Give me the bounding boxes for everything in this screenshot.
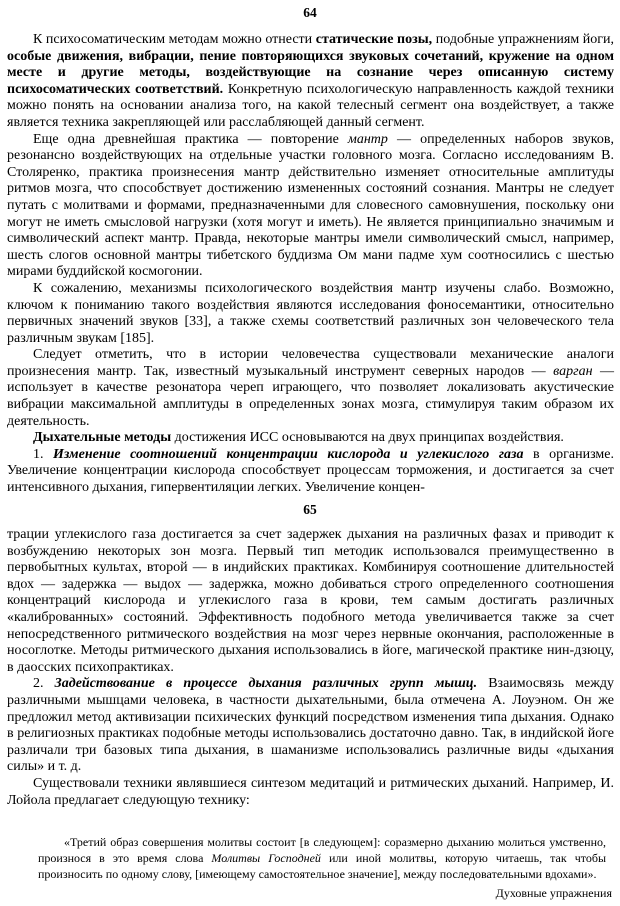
quote-paragraph — [38, 834, 606, 882]
paragraph-mechanical-analogues — [7, 347, 614, 430]
bold-italic-run: Задействование в процессе дыхания различных групп мышц. — [54, 676, 478, 692]
text-run: в организме. Увеличение концентрации кислорода способствует процессам торможения, и достигается за счет интенсивного дыхания, гипервентиляции легких. Увеличение концен- — [7, 446, 615, 496]
text-run: «Третий образ совершения молитвы состоит [в следующем]: соразмерно дыханию молиться умственно, произнося в это время слова — [38, 835, 606, 865]
text-run: Взаимосвязь между различными мышцами человека, в частности дыхательными, была отмечена А. Лоуэном. Он же предложил метод активизации психических функций посредством изменения типа дыхания. Однако в религиозных практиках подобные методы использовались достаточно давно. Так, в индийской йоге различали три базовых типа дыхания, в шаманизме использовались различные виды «дыхания силы» и т. д. — [7, 676, 614, 775]
text-run: К психосоматическим методам можно отнести — [33, 32, 316, 47]
page-number-64: 64 — [303, 5, 317, 20]
text-run: достижения ИСС основываются на двух принципах воздействия. — [171, 430, 564, 446]
bold-run: Дыхательные методы — [33, 430, 172, 446]
page-number-65: 65 — [303, 502, 317, 517]
text-run: Следует отметить, что в истории человечества существовали механические аналоги произнесения мантр. Так, известный музыкальный инструмент северных народов — — [7, 347, 614, 379]
italic-run: Молитвы Господней — [211, 851, 321, 865]
paragraph-mantras — [7, 132, 614, 281]
bold-run: статические позы, — [315, 32, 433, 47]
italic-run: варган — [553, 363, 593, 379]
text-run: Еще одна древнейшая практика — повторение — [33, 131, 348, 147]
footer-source-title: Духовные упражнения — [495, 886, 612, 900]
text-run: 1. — [33, 446, 54, 462]
bold-run: особые движения, вибрации, пение повторяющихся звуковых сочетаний, кружение на одном месте и другие методы, воздействующие на сознание через описанную систему психосоматических соответствий. — [7, 48, 614, 97]
page-64-text — [7, 32, 614, 497]
italic-run: мантр — [347, 131, 388, 147]
text-run: подобные упражнениям йоги, — [432, 32, 614, 47]
paragraph-principle-one — [7, 447, 614, 497]
text-run: Конкретную психологическую направленность каждой техники можно понять на основании анализа того, на какой телесный сегмент она воздействует, а также является техника закрепляющей или расслабляющей данный сегмент. — [7, 81, 614, 130]
paragraph-mantra-mechanisms: К сожалению, механизмы психологического воздействия мантр изучены слабо. Возможно, ключом к пониманию такого воздействия являются исследования фоносемантики, относительно первичных значений звуков [33], а также схемы соответствий различных зон человеческого тела различным звукам [185]. — [7, 280, 614, 346]
page-65-text — [7, 527, 614, 809]
text-run: — определенных наборов звуков, резонансно воздействующих на отдельные участки головного мозга. Согласно исследованиям В. Столяренко, практика произнесения мантр действительно изменяет относительные амплитуды ритмов мозга, что способствует достижению измененных состояний сознания. Мантры не следует путать с молитвами и формами, предназначенными для словесного самовнушения, поскольку они могут не иметь смысловой нагрузки (хотя могут и иметь). Не является принципиально значимым и символический аспект мантр. Правда, некоторые мантры имели символический смысл, например, шесть слогов основной мантры тибетского буддизма Ом мани падме хум соотносились с шестью мирами буддийской космогонии. — [7, 131, 614, 280]
paragraph-principle-two — [7, 676, 614, 776]
paragraph-breathing-methods — [7, 430, 614, 447]
paragraph-loyola-technique: Существовали техники являвшиеся синтезом медитаций и ритмических дыханий. Например, И. Лойола предлагает следующую технику: — [7, 775, 614, 808]
paragraph-continuation: трации углекислого газа достигается за счет задержек дыхания на различных фазах и приводит к возбуждению некоторых зон мозга. Первый тип методик использовался преимущественно в первобытных культах, второй — в индийских практиках. Комбинируя соотношение длительностей вдох — задержка — выдох — задержка, можно добиваться строго определенного соотношения концентраций кислорода и углекислого газа в крови, тем самым достигать различных «калиброванных» состояний. Эффективность подобного метода увеличивается также за счет непосредственного ритмического воздействия на мозг через нервные окончания, расположенные в носоглотке. Методы ритмического дыхания использовались в йоге, магической практике нин-дзюцу, в даосских психопрактиках. — [7, 527, 614, 675]
text-run: 2. — [33, 676, 55, 692]
text-run: или иной молитвы, которую читаешь, так чтобы произносить по одному слову, [имеющему самостоятельное значение], между последовательными вдохами». — [38, 851, 607, 881]
block-quote — [38, 834, 606, 882]
paragraph-psychosomatic-methods — [7, 32, 614, 132]
text-run: — использует в качестве резонатора череп играющего, что позволяет локализовать акустические вибрации максимальной амплитуды в определенных зонах мозга, стимулируя таким образом их деятельность. — [7, 363, 615, 429]
bold-italic-run: Изменение соотношений концентрации кислорода и углекислого газа — [53, 446, 524, 462]
